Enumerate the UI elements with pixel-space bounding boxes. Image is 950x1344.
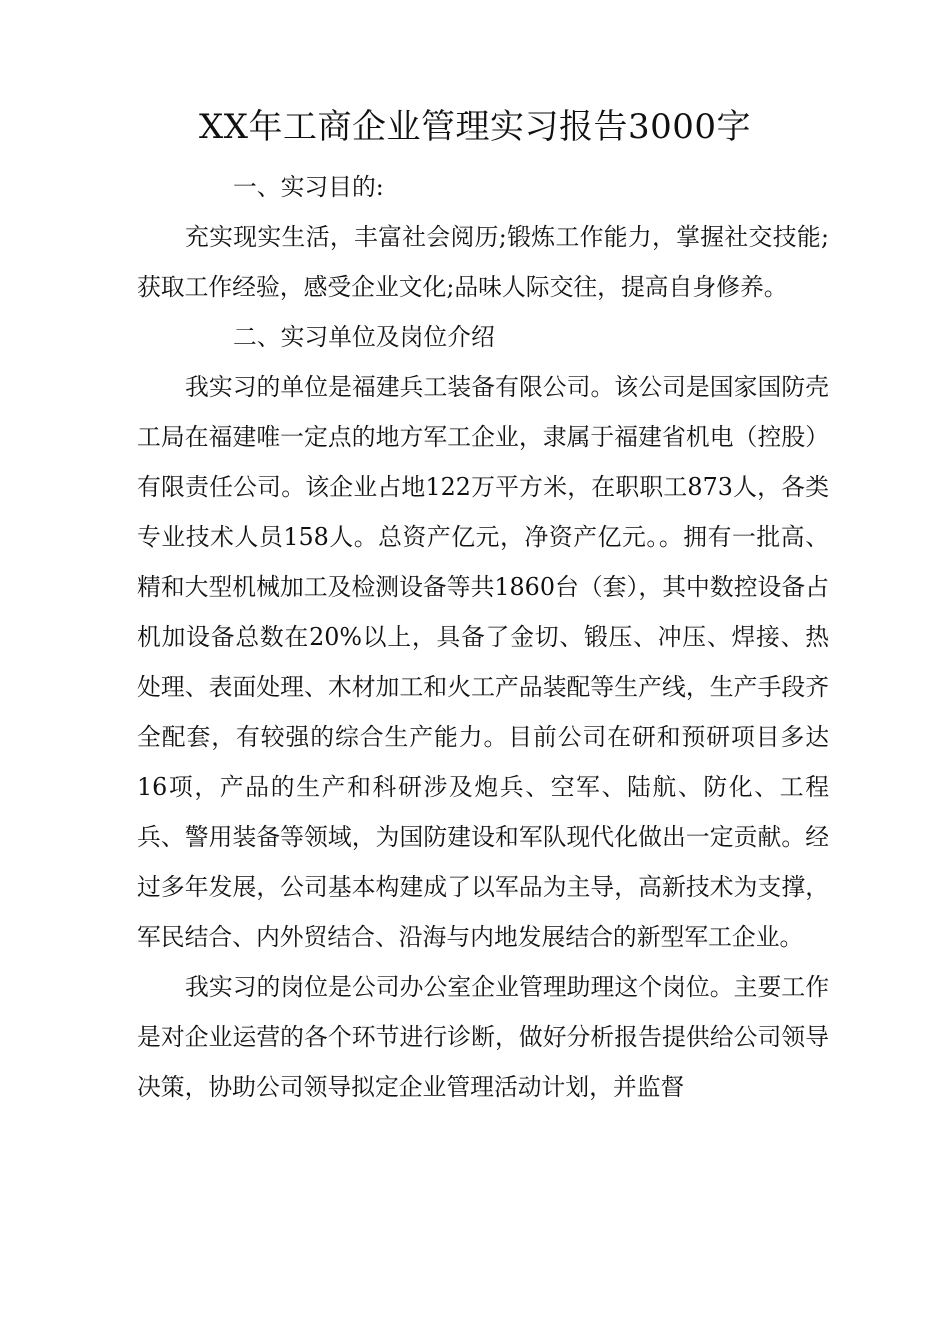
paragraph-purpose: 充实现实生活，丰富社会阅历;锻炼工作能力，掌握社交技能;获取工作经验，感受企业文化;品味人际交往，提高自身修养。 [137, 223, 829, 301]
section-heading-purpose: 一、实习目的: [233, 173, 384, 201]
section-heading-unit: 二、实习单位及岗位介绍 [233, 323, 495, 351]
paragraph-company-intro: 我实习的单位是福建兵工装备有限公司。该公司是国家国防壳工局在福建唯一定点的地方军工企业，隶属于福建省机电（控股）有限责任公司。该企业占地122万平方米，在职职工873人，各类专业技术人员158人。总资产亿元，净资产亿元。。拥有一批高、精和大型机械加工及检测设备等共1860台（套），其中数控设备占机加设备总数在20%以上，具备了金切、锻压、冲压、焊接、热处理、表面处理、木材加工和火工产品装配等生产线，生产手段齐全配套，有较强的综合生产能力。目前公司在研和预研项目多达16项，产品的生产和科研涉及炮兵、空军、陆航、防化、工程兵、警用装备等领域，为国防建设和军队现代化做出一定贡献。经过多年发展，公司基本构建成了以军品为主导，高新技术为支撑，军民结合、内外贸结合、沿海与内地发展结合的新型军工企业。 [137, 373, 829, 951]
document-title: XX年工商企业管理实习报告3000字 [199, 107, 751, 147]
document-body [137, 162, 829, 1112]
paragraph-position-intro: 我实习的岗位是公司办公室企业管理助理这个岗位。主要工作是对企业运营的各个环节进行诊断，做好分析报告提供给公司领导决策，协助公司领导拟定企业管理活动计划，并监督 [137, 973, 829, 1101]
